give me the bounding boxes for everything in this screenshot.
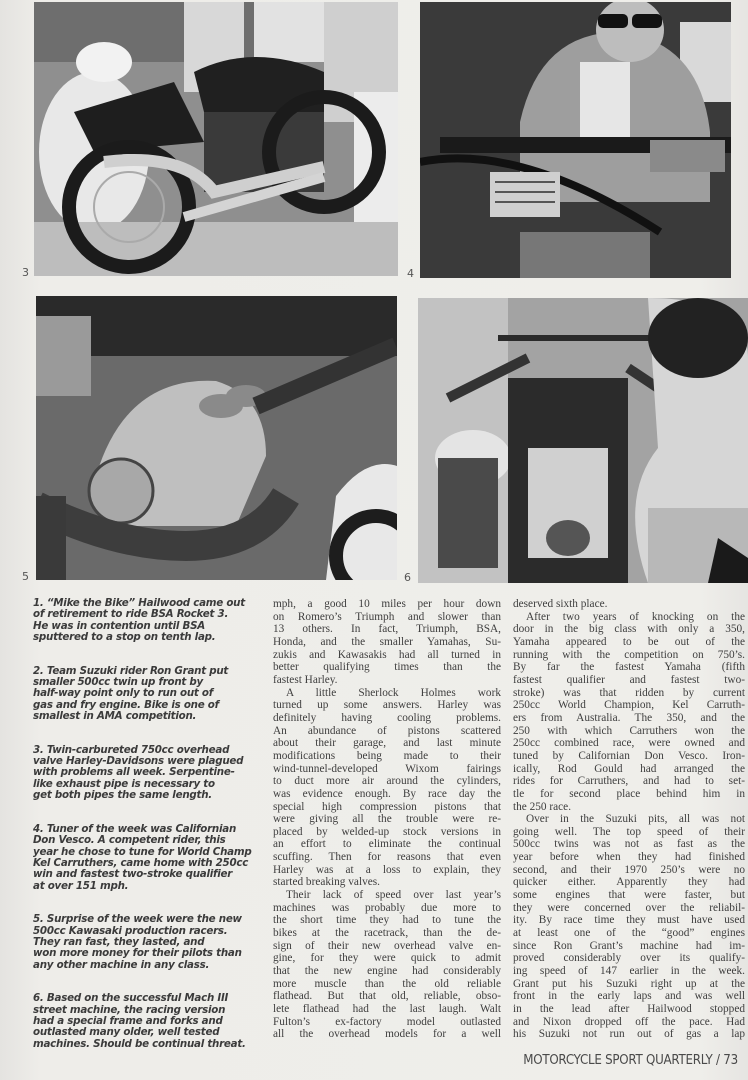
article-line: better qualifying times than the — [273, 661, 501, 674]
article-line: about their garage, and last minute — [273, 737, 501, 750]
article-line: ity. By race time they must have used — [513, 914, 745, 927]
caption-3: 3. Twin-carbureted 750cc overhead valve Harley-Davidsons were plagued with problems all week. Serpentine- like exhaust pipe is necessary to get both pipes the same length. — [33, 743, 244, 802]
article-line: at least one of the “good” engines — [513, 927, 745, 940]
article-line: more muscle than the old reliable — [273, 977, 501, 990]
article-line: an effort to eliminate the continual — [273, 838, 501, 851]
photo-5-image — [36, 296, 397, 580]
article-line: 250cc World Champion, Kel Carruth- — [513, 699, 745, 712]
article-line: rides for Carruthers, and had to set- — [513, 775, 745, 788]
article-line: fastest Harley. — [273, 673, 338, 686]
article-column-middle — [273, 598, 501, 1041]
article-line: Over in the Suzuki pits, all was not — [526, 813, 745, 826]
article-line: Fulton’s ex-factory model outlasted — [273, 1015, 501, 1028]
article-line: 250cc combined race, were owned and — [513, 737, 745, 750]
photo-6-kawasaki — [418, 298, 748, 583]
caption-4: 4. Tuner of the week was Californian Don Vesco. A competent rider, this year he chose to tune for World Champ Kel Carruthers, came home with 250cc win and fastest two-stroke qualifier at over 151 mph. — [33, 822, 252, 892]
article-line: A little Sherlock Holmes work — [286, 686, 501, 699]
article-line: that the new engine had considerably — [273, 965, 501, 978]
article-line: bikes at the racetrack, than the de- — [273, 927, 501, 940]
article-line: proved considerably over its qualify- — [513, 952, 745, 965]
article-line: After two years of knocking on the — [526, 610, 745, 623]
photo-number-4: 4 — [407, 267, 414, 280]
article-line: the short time they had to tune the — [273, 914, 501, 927]
article-line: Their lack of speed over last year’s — [286, 889, 501, 902]
article-line: flathead. But that old, reliable, obso- — [273, 990, 501, 1003]
article-line: second, and their 1970 250’s were no — [513, 863, 745, 876]
article-line: his Suzuki not run out of gas a lap — [513, 1028, 745, 1041]
photo-3-bsa-rocket — [34, 2, 398, 276]
article-line: were giving all the trouble were re- — [273, 813, 501, 826]
article-line: quicker either. Apparently they had — [513, 876, 745, 889]
article-line: tuned by Californian Don Vesco. Iron- — [513, 749, 745, 762]
photo-3-image — [34, 2, 398, 276]
article-line: to duct more air around the cylinders, — [273, 775, 501, 788]
article-line: gine, for they were quick to admit — [273, 952, 501, 965]
article-line: Harley was at a loss to explain, they — [273, 863, 501, 876]
article-line: 13 others. In fact, Triumph, BSA, — [273, 623, 501, 636]
article-line: wind-tunnel-developed Wixom fairings — [273, 762, 501, 775]
article-line: machines was probably due more to — [273, 901, 501, 914]
article-line: was evidence enough. By race day the — [273, 787, 501, 800]
article-line: ically, Rod Gould had arranged the — [513, 762, 745, 775]
article-line: front in the early laps and was well — [513, 990, 745, 1003]
article-line: zukis and Kawasakis had all turned in — [273, 648, 501, 661]
article-line: tle for second place behind him in — [513, 787, 745, 800]
article-line: some engines that were faster, but — [513, 889, 745, 902]
photo-5-harley-engine — [36, 296, 397, 580]
photo-4-mechanic — [420, 2, 731, 278]
article-line: 250 with which Carruthers won the — [513, 724, 745, 737]
article-line: running with the competition on 750’s. — [513, 648, 745, 661]
article-line: mph, a good 10 miles per hour down — [273, 598, 501, 610]
photo-4-image — [420, 2, 731, 278]
article-line: Yamaha appeared to be out of the — [513, 635, 745, 648]
article-line: door in the big class with only a 350, — [513, 623, 745, 636]
article-line: sign of their new overhead valve en- — [273, 939, 501, 952]
photo-number-6: 6 — [404, 571, 411, 584]
article-line: in the lead after Hailwood stopped — [513, 1003, 745, 1015]
article-line: on Romero’s Triumph and slower than — [273, 610, 501, 623]
caption-6: 6. Based on the successful Mach III street machine, the racing version had a special frame and forks and outlasted many older, well tested machines. Should be continual threat. — [33, 992, 246, 1050]
article-line: started breaking valves. — [273, 876, 380, 889]
article-line: fastest qualifier and fastest two- — [513, 673, 745, 686]
article-column-right — [513, 598, 745, 1041]
article-line: Grant put his Suzuki right up at the — [513, 977, 745, 990]
article-line: going well. The top speed of their — [513, 825, 745, 838]
article-line: they were concerned over the reliabil- — [513, 901, 745, 914]
article-line: the 250 race. — [513, 800, 572, 813]
article-line: ers from Australia. The 350, and the — [513, 711, 745, 724]
page-footer: MOTORCYCLE SPORT QUARTERLY / 73 — [523, 1052, 738, 1068]
caption-5: 5. Surprise of the week were the new 500cc Kawasaki production racers. They ran fast, they lasted, and won more money for their pilots than any other machine in any class. — [33, 913, 242, 971]
photo-number-5: 5 — [22, 570, 29, 583]
article-line: deserved sixth place. — [513, 598, 608, 610]
article-line: Honda, and the smaller Yamahas, Su- — [273, 635, 501, 648]
photo-number-3: 3 — [22, 266, 29, 279]
article-line: scuffing. Then for reasons that even — [273, 851, 501, 864]
article-line: By far the fastest Yamaha (fifth — [513, 661, 745, 674]
article-line: and Nixon dropped off the pace. Had — [513, 1015, 745, 1028]
article-line: turned up some answers. Harley was — [273, 699, 501, 712]
article-line: all the overhead models for a well — [273, 1028, 501, 1041]
article-line: special high compression pistons that — [273, 800, 501, 813]
article-line: stroke) was that ridden by current — [513, 686, 745, 699]
article-line: An abundance of pistons scattered — [273, 724, 501, 737]
caption-1: 1. “Mike the Bike” Hailwood came out of retirement to ride BSA Rocket 3. He was in contention until BSA sputtered to a stop on tenth lap. — [33, 597, 245, 644]
article-line: 500cc twins was not as fast as the — [513, 838, 745, 851]
article-line: since Ron Grant’s machine had im- — [513, 939, 745, 952]
caption-2: 2. Team Suzuki rider Ron Grant put smaller 500cc twin up front by half-way point only to run out of gas and fry engine. Bike is one of smallest in AMA competition. — [33, 664, 229, 723]
article-line: modifications being made to their — [273, 749, 501, 762]
article-line: ing speed of 147 earlier in the week. — [513, 965, 745, 978]
photo-6-image — [418, 298, 748, 583]
article-line: definitely having cooling problems. — [273, 711, 501, 724]
photo-captions — [33, 598, 265, 1072]
article-line: year before when they had finished — [513, 851, 745, 864]
article-line: placed by welded-up stock versions in — [273, 825, 501, 838]
article-line: lete flathead had the last laugh. Walt — [273, 1003, 501, 1015]
